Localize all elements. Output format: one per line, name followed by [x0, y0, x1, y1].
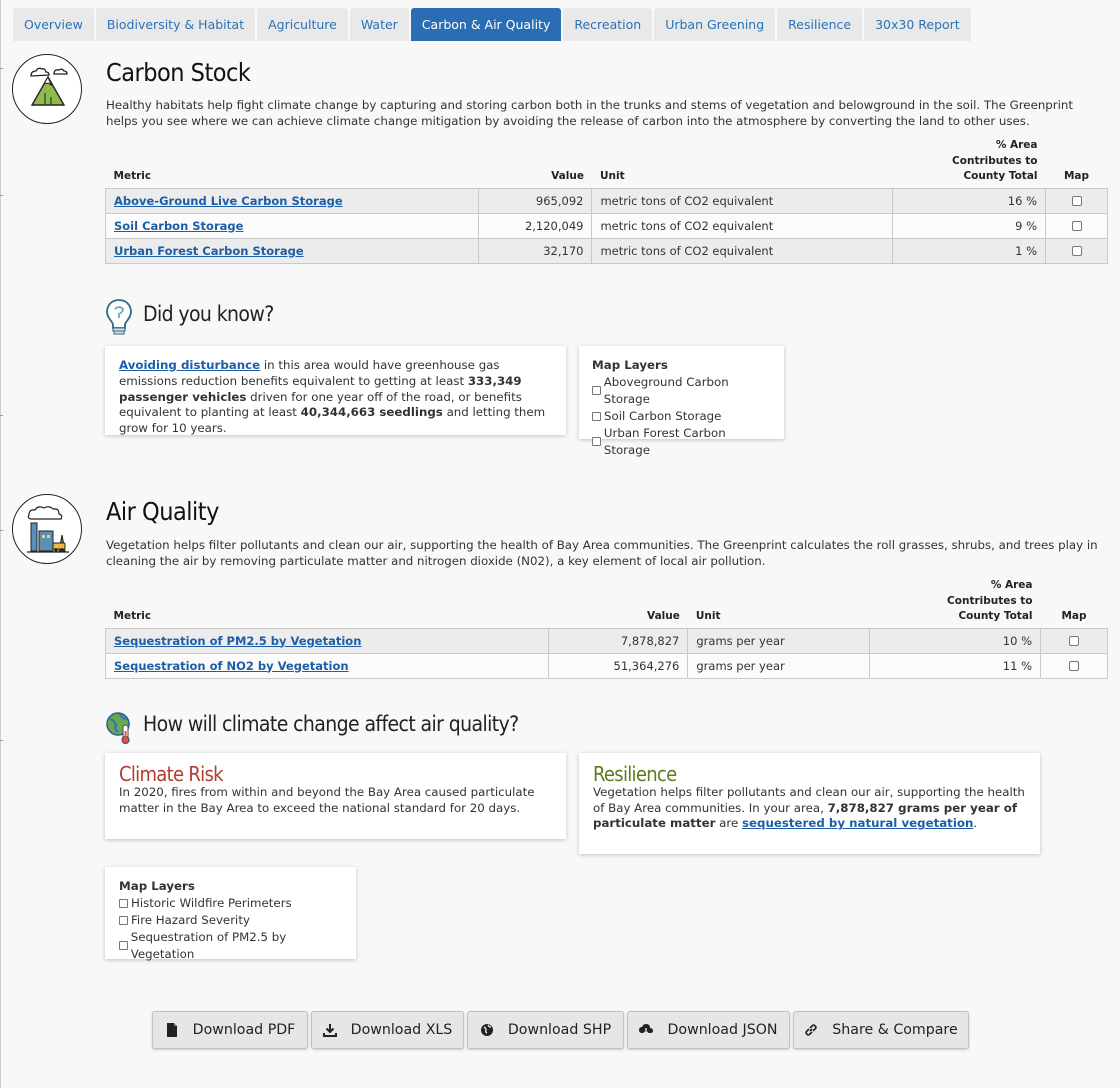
- download-shp-button[interactable]: [467, 1011, 624, 1049]
- layer-label: Soil Carbon Storage: [604, 408, 722, 423]
- col-unit: Unit: [599, 170, 625, 182]
- layer-option[interactable]: [592, 408, 772, 425]
- cloud-download-icon: [639, 1023, 653, 1037]
- carbon-stock-description: Healthy habitats help fight climate change by capturing and storing carbon both in the trunks and stems of vegetation and belowground in the soil. The Greenprint helps you see where we can achieve climate change mitigation by avoiding the release of carbon into the atmosphere by converting the land to other uses.: [106, 98, 1074, 128]
- metric-unit: metric tons of CO2 equivalent: [592, 188, 893, 213]
- layer-checkbox[interactable]: [592, 437, 601, 446]
- border-tick: [0, 68, 3, 69]
- climate-risk-card: [105, 753, 566, 839]
- layer-option[interactable]: [119, 912, 344, 929]
- col-pct-line1: % Area: [990, 579, 1033, 591]
- layer-label: Aboveground Carbon Storage: [603, 374, 729, 406]
- table-row: [106, 188, 1108, 213]
- map-checkbox[interactable]: [1072, 221, 1082, 231]
- layer-checkbox[interactable]: [592, 386, 601, 395]
- climate-risk-text: In 2020, fires from within and beyond the Bay Area caused particulate matter in the Bay Area to exceed the national standard for 20 days.: [119, 784, 535, 815]
- map-layers-title: Map Layers: [119, 879, 195, 893]
- col-pct-line2: Contributes to: [952, 154, 1038, 167]
- metric-link-no2[interactable]: Sequestration of NO2 by Vegetation: [114, 658, 349, 673]
- col-pct-line2: Contributes to: [947, 594, 1033, 607]
- globe-icon: [480, 1023, 494, 1037]
- metric-pct: 16 %: [893, 188, 1046, 213]
- map-checkbox[interactable]: [1069, 636, 1079, 646]
- table-row: [106, 628, 1108, 653]
- metric-value: 51,364,276: [549, 653, 688, 678]
- button-label: Download SHP: [507, 1022, 612, 1038]
- button-label: Download PDF: [192, 1022, 296, 1038]
- col-pct-area: [893, 138, 1046, 188]
- layer-label: Sequestration of PM2.5 by Vegetation: [130, 929, 287, 961]
- border-tick: [0, 530, 3, 531]
- table-row: [106, 213, 1108, 238]
- tab-recreation[interactable]: Recreation: [563, 8, 652, 41]
- air-quality-factory-icon: [12, 494, 82, 564]
- map-checkbox[interactable]: [1072, 246, 1082, 256]
- download-pdf-button[interactable]: [152, 1011, 308, 1049]
- lightbulb-icon: [104, 297, 134, 341]
- metric-unit: metric tons of CO2 equivalent: [592, 213, 893, 238]
- tab-carbon-air-quality[interactable]: Carbon & Air Quality: [411, 8, 562, 41]
- resilience-text: [593, 785, 1026, 832]
- carbon-stock-title: Carbon Stock: [106, 58, 251, 87]
- tab-urban-greening[interactable]: Urban Greening: [654, 8, 775, 41]
- col-pct-area: [870, 578, 1041, 628]
- vehicles-value: 333,349 passenger vehicles: [119, 373, 522, 404]
- card-text: are: [715, 816, 742, 831]
- tab-agriculture[interactable]: Agriculture: [257, 8, 348, 41]
- button-label: Download XLS: [350, 1022, 453, 1038]
- metric-link-above-ground-carbon[interactable]: Above-Ground Live Carbon Storage: [114, 193, 343, 208]
- col-pct-line1: % Area: [995, 139, 1038, 151]
- layer-label: Fire Hazard Severity: [131, 912, 250, 927]
- metric-value: 7,878,827: [549, 628, 688, 653]
- pm-value: 7,878,827 grams per year of particulate matter: [593, 800, 1017, 831]
- metric-unit: grams per year: [688, 653, 870, 678]
- metric-value: 32,170: [478, 238, 592, 263]
- air-map-layers-card: [105, 867, 356, 959]
- resilience-title: Resilience: [593, 762, 677, 786]
- layer-checkbox[interactable]: [592, 412, 601, 421]
- climate-change-heading: How will climate change affect air quality?: [143, 712, 519, 736]
- did-you-know-card: [105, 346, 566, 435]
- tab-overview[interactable]: Overview: [13, 8, 94, 41]
- layer-option[interactable]: [119, 929, 344, 963]
- layer-label: Urban Forest Carbon Storage: [603, 425, 726, 457]
- col-map: Map: [1061, 610, 1087, 622]
- avoiding-disturbance-link[interactable]: Avoiding disturbance: [119, 358, 261, 372]
- download-xls-button[interactable]: [311, 1011, 464, 1049]
- layer-checkbox[interactable]: [119, 941, 128, 950]
- layer-option[interactable]: [119, 895, 344, 912]
- download-json-button[interactable]: [627, 1011, 790, 1049]
- button-label: Share & Compare: [832, 1022, 958, 1038]
- col-metric: Metric: [113, 610, 152, 622]
- border-tick: [0, 740, 3, 741]
- map-layers-title: Map Layers: [592, 358, 668, 372]
- metric-unit: grams per year: [688, 628, 870, 653]
- metric-link-pm25[interactable]: Sequestration of PM2.5 by Vegetation: [114, 633, 362, 648]
- card-text: .: [973, 816, 978, 831]
- air-quality-title: Air Quality: [106, 497, 219, 526]
- sequestered-link[interactable]: sequestered by natural vegetation: [741, 816, 974, 831]
- climate-risk-title: Climate Risk: [119, 762, 223, 786]
- metric-pct: 10 %: [870, 628, 1041, 653]
- metric-link-soil-carbon[interactable]: Soil Carbon Storage: [114, 218, 244, 233]
- col-pct-line3: County Total: [963, 170, 1038, 182]
- card-text: in this area would have greenhouse gas emissions reduction benefits equivalent to getting at least: [119, 358, 500, 388]
- button-label: Download JSON: [667, 1022, 778, 1038]
- map-checkbox[interactable]: [1072, 196, 1082, 206]
- col-map: Map: [1063, 170, 1090, 182]
- seedlings-value: 40,344,663 seedlings: [300, 405, 443, 420]
- layer-checkbox[interactable]: [119, 916, 128, 925]
- card-text: and letting them grow for 10 years.: [119, 405, 546, 436]
- globe-thermometer-icon: [104, 711, 136, 749]
- border-tick: [0, 415, 3, 416]
- air-quality-description: Vegetation helps filter pollutants and clean our air, supporting the health of Bay Area communities. The Greenprint calculates the roll grasses, shrubs, and trees play in cleaning the air by removing particulate matter and nitrogen dioxide (N02), a key element of local air pollution.: [106, 538, 1098, 568]
- air-metrics-table: [105, 578, 1108, 679]
- col-metric: Metric: [113, 170, 152, 182]
- table-row: [106, 653, 1108, 678]
- metric-pct: 1 %: [893, 238, 1046, 263]
- tab-resilience[interactable]: Resilience: [777, 8, 862, 41]
- col-value: Value: [647, 610, 680, 622]
- metric-link-urban-forest-carbon[interactable]: Urban Forest Carbon Storage: [114, 243, 304, 258]
- tab-30x30-report[interactable]: 30x30 Report: [864, 8, 971, 41]
- card-text: driven for one year off of the road, or benefits equivalent to planting at least: [119, 389, 522, 420]
- card-text: Vegetation helps filter pollutants and clean our air, supporting the health of Bay Area communities. In your area,: [593, 784, 1025, 815]
- metric-pct: 11 %: [870, 653, 1041, 678]
- carbon-metrics-table: [105, 138, 1108, 264]
- download-icon: [323, 1023, 337, 1037]
- link-icon: [804, 1023, 818, 1037]
- col-unit: Unit: [695, 610, 721, 622]
- tab-water[interactable]: Water: [350, 8, 409, 41]
- layer-label: Historic Wildfire Perimeters: [131, 895, 292, 910]
- metric-value: 2,120,049: [478, 213, 592, 238]
- metric-pct: 9 %: [893, 213, 1046, 238]
- layer-option[interactable]: [592, 374, 772, 408]
- layer-checkbox[interactable]: [119, 899, 128, 908]
- layer-option[interactable]: [592, 425, 772, 459]
- file-icon: [165, 1023, 179, 1037]
- page-left-border: [0, 0, 1, 1088]
- map-checkbox[interactable]: [1069, 661, 1079, 671]
- tab-bar: [13, 8, 971, 41]
- did-you-know-heading: Did you know?: [143, 302, 274, 326]
- tab-biodiversity-habitat[interactable]: Biodiversity & Habitat: [96, 8, 255, 41]
- metric-value: 965,092: [478, 188, 592, 213]
- metric-unit: metric tons of CO2 equivalent: [592, 238, 893, 263]
- carbon-map-layers-card: [579, 346, 784, 457]
- carbon-mountain-icon: [12, 54, 82, 124]
- col-value: Value: [551, 170, 584, 182]
- col-pct-line3: County Total: [958, 610, 1033, 622]
- share-compare-button[interactable]: [793, 1011, 969, 1049]
- border-tick: [0, 195, 3, 196]
- resilience-card: [579, 753, 1040, 854]
- table-row: [106, 238, 1108, 263]
